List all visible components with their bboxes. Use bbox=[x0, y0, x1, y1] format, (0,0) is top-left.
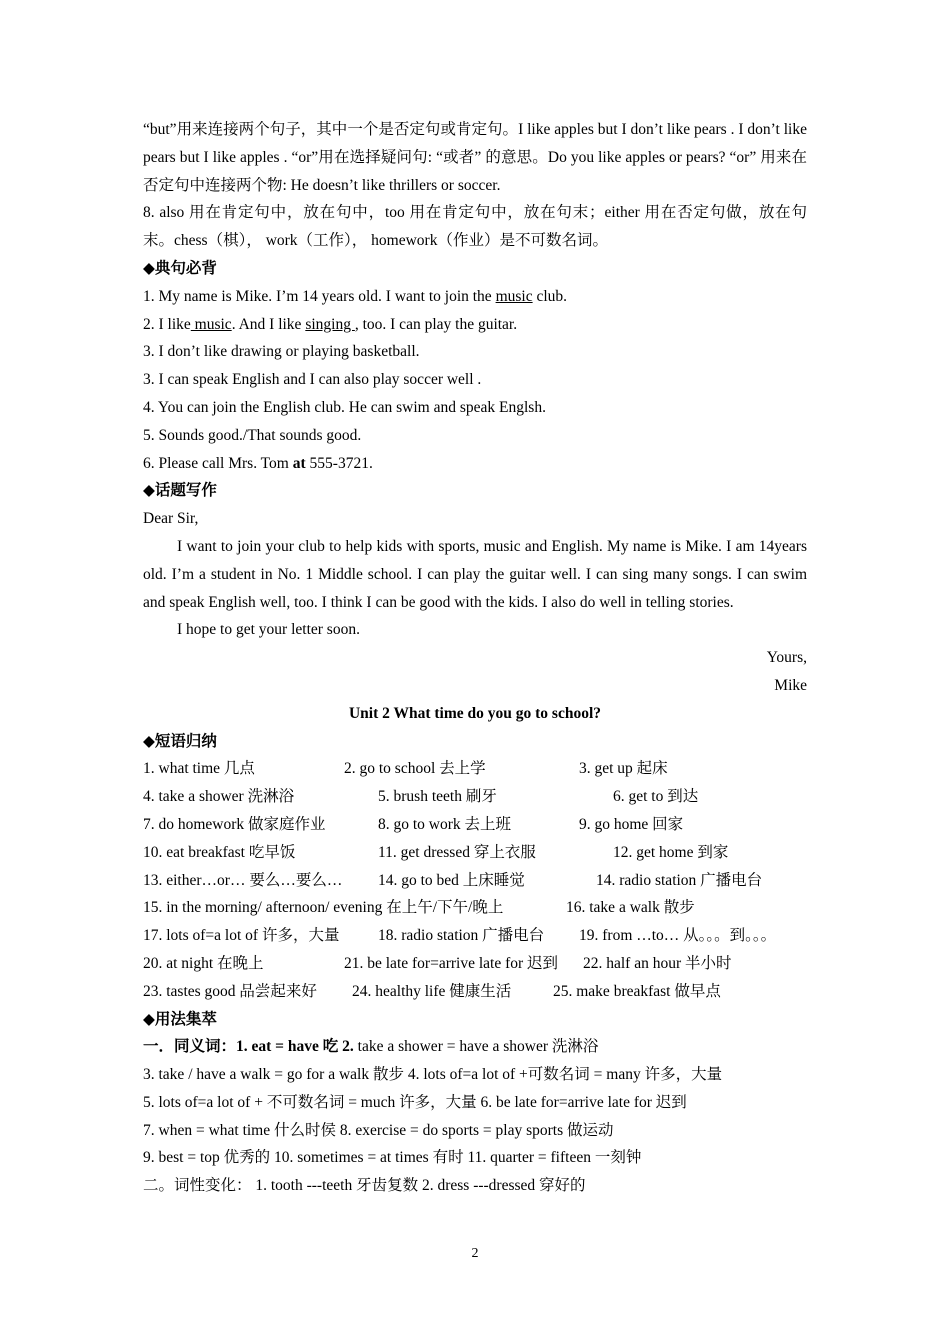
phrase-item: 3. get up 起床 bbox=[579, 760, 668, 778]
phrase-item: 21. be late for=arrive late for 迟到 bbox=[344, 954, 559, 972]
section-heading-key-sentences: ◆典句必背 bbox=[143, 259, 217, 277]
phrase-row bbox=[143, 783, 807, 811]
phrase-row bbox=[143, 811, 807, 839]
phrase-item: 10. eat breakfast 吃早饭 bbox=[143, 843, 296, 861]
phrase-item: 8. go to work 去上班 bbox=[378, 815, 512, 833]
phrase-row bbox=[143, 839, 807, 867]
phrase-item: 25. make breakfast 做早点 bbox=[553, 982, 721, 1000]
synonyms-line: 一．同义词：1. eat = have 吃 2. take a shower = have a shower 洗淋浴 bbox=[143, 1038, 599, 1056]
phrase-item: 19. from …to… 从。。。到。。。 bbox=[579, 927, 777, 945]
phrase-item: 14. go to bed 上床睡觉 bbox=[378, 871, 525, 889]
sentence-2: 2. I like music. And I like singing , too. I can play the guitar. bbox=[143, 315, 518, 333]
paragraph-also-too-either: 8. also 用在肯定句中，放在句中，too 用在肯定句中，放在句末；either 用在否定句做，放在句末。chess（棋）， work（工作）， homework（作业）是不可数名词。 bbox=[143, 204, 807, 250]
phrase-item: 15. in the morning/ afternoon/ evening 在上午/下午/晚上 bbox=[143, 899, 504, 917]
sentence-3: 3. I don’t like drawing or playing basketball. bbox=[143, 343, 420, 361]
letter-signature: Mike bbox=[774, 676, 807, 694]
synonyms-line: 3. take / have a walk = go for a walk 散步 4. lots of=a lot of +可数名词 = many 许多，大量 bbox=[143, 1066, 723, 1084]
document-page bbox=[143, 116, 807, 1200]
synonyms-line: 5. lots of=a lot of + 不可数名词 = much 许多，大量 6. be late for=arrive late for 迟到 bbox=[143, 1093, 687, 1111]
section-heading-topic-writing: ◆话题写作 bbox=[143, 482, 217, 500]
phrase-item: 12. get home 到家 bbox=[613, 843, 729, 861]
sentence-1: 1. My name is Mike. I’m 14 years old. I want to join the music club. bbox=[143, 287, 568, 305]
phrase-item: 6. get to 到达 bbox=[613, 788, 699, 806]
phrase-row bbox=[143, 922, 807, 950]
page-number: 2 bbox=[471, 1246, 479, 1261]
phrase-item: 16. take a walk 散步 bbox=[566, 899, 695, 917]
letter-body: I want to join your club to help kids with sports, music and English. My name is Mike. I am 14years old. I’m a student in No. 1 Middle school. I can play the guitar well. I can sing many songs. I can swim and speak English well, too. I think I can be good with the kids. I also do well in telling stories. bbox=[143, 537, 807, 611]
sentence-6: 5. Sounds good./That sounds good. bbox=[143, 426, 362, 444]
phrase-item: 20. at night 在晚上 bbox=[143, 954, 264, 972]
phrase-item: 7. do homework 做家庭作业 bbox=[143, 815, 326, 833]
phrase-item: 18. radio station 广播电台 bbox=[378, 927, 545, 945]
unit-title: Unit 2 What time do you go to school? bbox=[348, 704, 602, 722]
phrase-item: 9. go home 回家 bbox=[579, 815, 684, 833]
letter-yours: Yours, bbox=[766, 649, 807, 667]
phrase-item: 5. brush teeth 刷牙 bbox=[378, 788, 497, 806]
phrase-row bbox=[143, 950, 807, 978]
phrase-item: 22. half an hour 半小时 bbox=[583, 954, 732, 972]
phrase-row bbox=[143, 978, 807, 1006]
phrase-item: 24. healthy life 健康生活 bbox=[352, 982, 512, 1000]
phrase-item: 23. tastes good 品尝起来好 bbox=[143, 982, 317, 1000]
synonyms-line: 7. when = what time 什么时侯 8. exercise = do sports = play sports 做运动 bbox=[143, 1121, 614, 1139]
paragraph-but-or: “but”用来连接两个句子，其中一个是否定句或肯定句。I like apples but I don’t like pears . I don’t like pears but I like apples . “or”用在选择疑问句: “或者” 的意思。Do you like apples or pears? “or” 用来在否定句中连接两个物: He doesn’t like thrillers or soccer. bbox=[143, 121, 807, 194]
word-form-line: 二。词性变化： 1. tooth ---teeth 牙齿复数 2. dress ---dressed 穿好的 bbox=[143, 1177, 586, 1195]
letter-greeting: Dear Sir, bbox=[143, 510, 199, 528]
phrase-row bbox=[143, 894, 807, 922]
sentence-5: 4. You can join the English club. He can swim and speak Englsh. bbox=[143, 398, 546, 416]
sentence-4: 3. I can speak English and I can also play soccer well . bbox=[143, 371, 482, 389]
phrase-item: 17. lots of=a lot of 许多，大量 bbox=[143, 927, 340, 945]
phrase-item: 1. what time 几点 bbox=[143, 760, 255, 778]
phrase-item: 13. either…or… 要么…要么… bbox=[143, 871, 343, 889]
phrase-item: 2. go to school 去上学 bbox=[344, 760, 486, 778]
synonyms-line: 9. best = top 优秀的 10. sometimes = at times 有时 11. quarter = fifteen 一刻钟 bbox=[143, 1149, 642, 1167]
letter-closing-line: I hope to get your letter soon. bbox=[177, 621, 360, 639]
phrase-row bbox=[143, 867, 807, 895]
phrase-row bbox=[143, 755, 807, 783]
sentence-7: 6. Please call Mrs. Tom at 555-3721. bbox=[143, 454, 373, 472]
section-heading-phrases: ◆短语归纳 bbox=[143, 732, 217, 750]
phrase-item: 4. take a shower 洗淋浴 bbox=[143, 788, 295, 806]
phrase-item: 14. radio station 广播电台 bbox=[596, 871, 763, 889]
section-heading-usage: ◆用法集萃 bbox=[143, 1010, 217, 1028]
phrase-item: 11. get dressed 穿上衣服 bbox=[378, 843, 536, 861]
